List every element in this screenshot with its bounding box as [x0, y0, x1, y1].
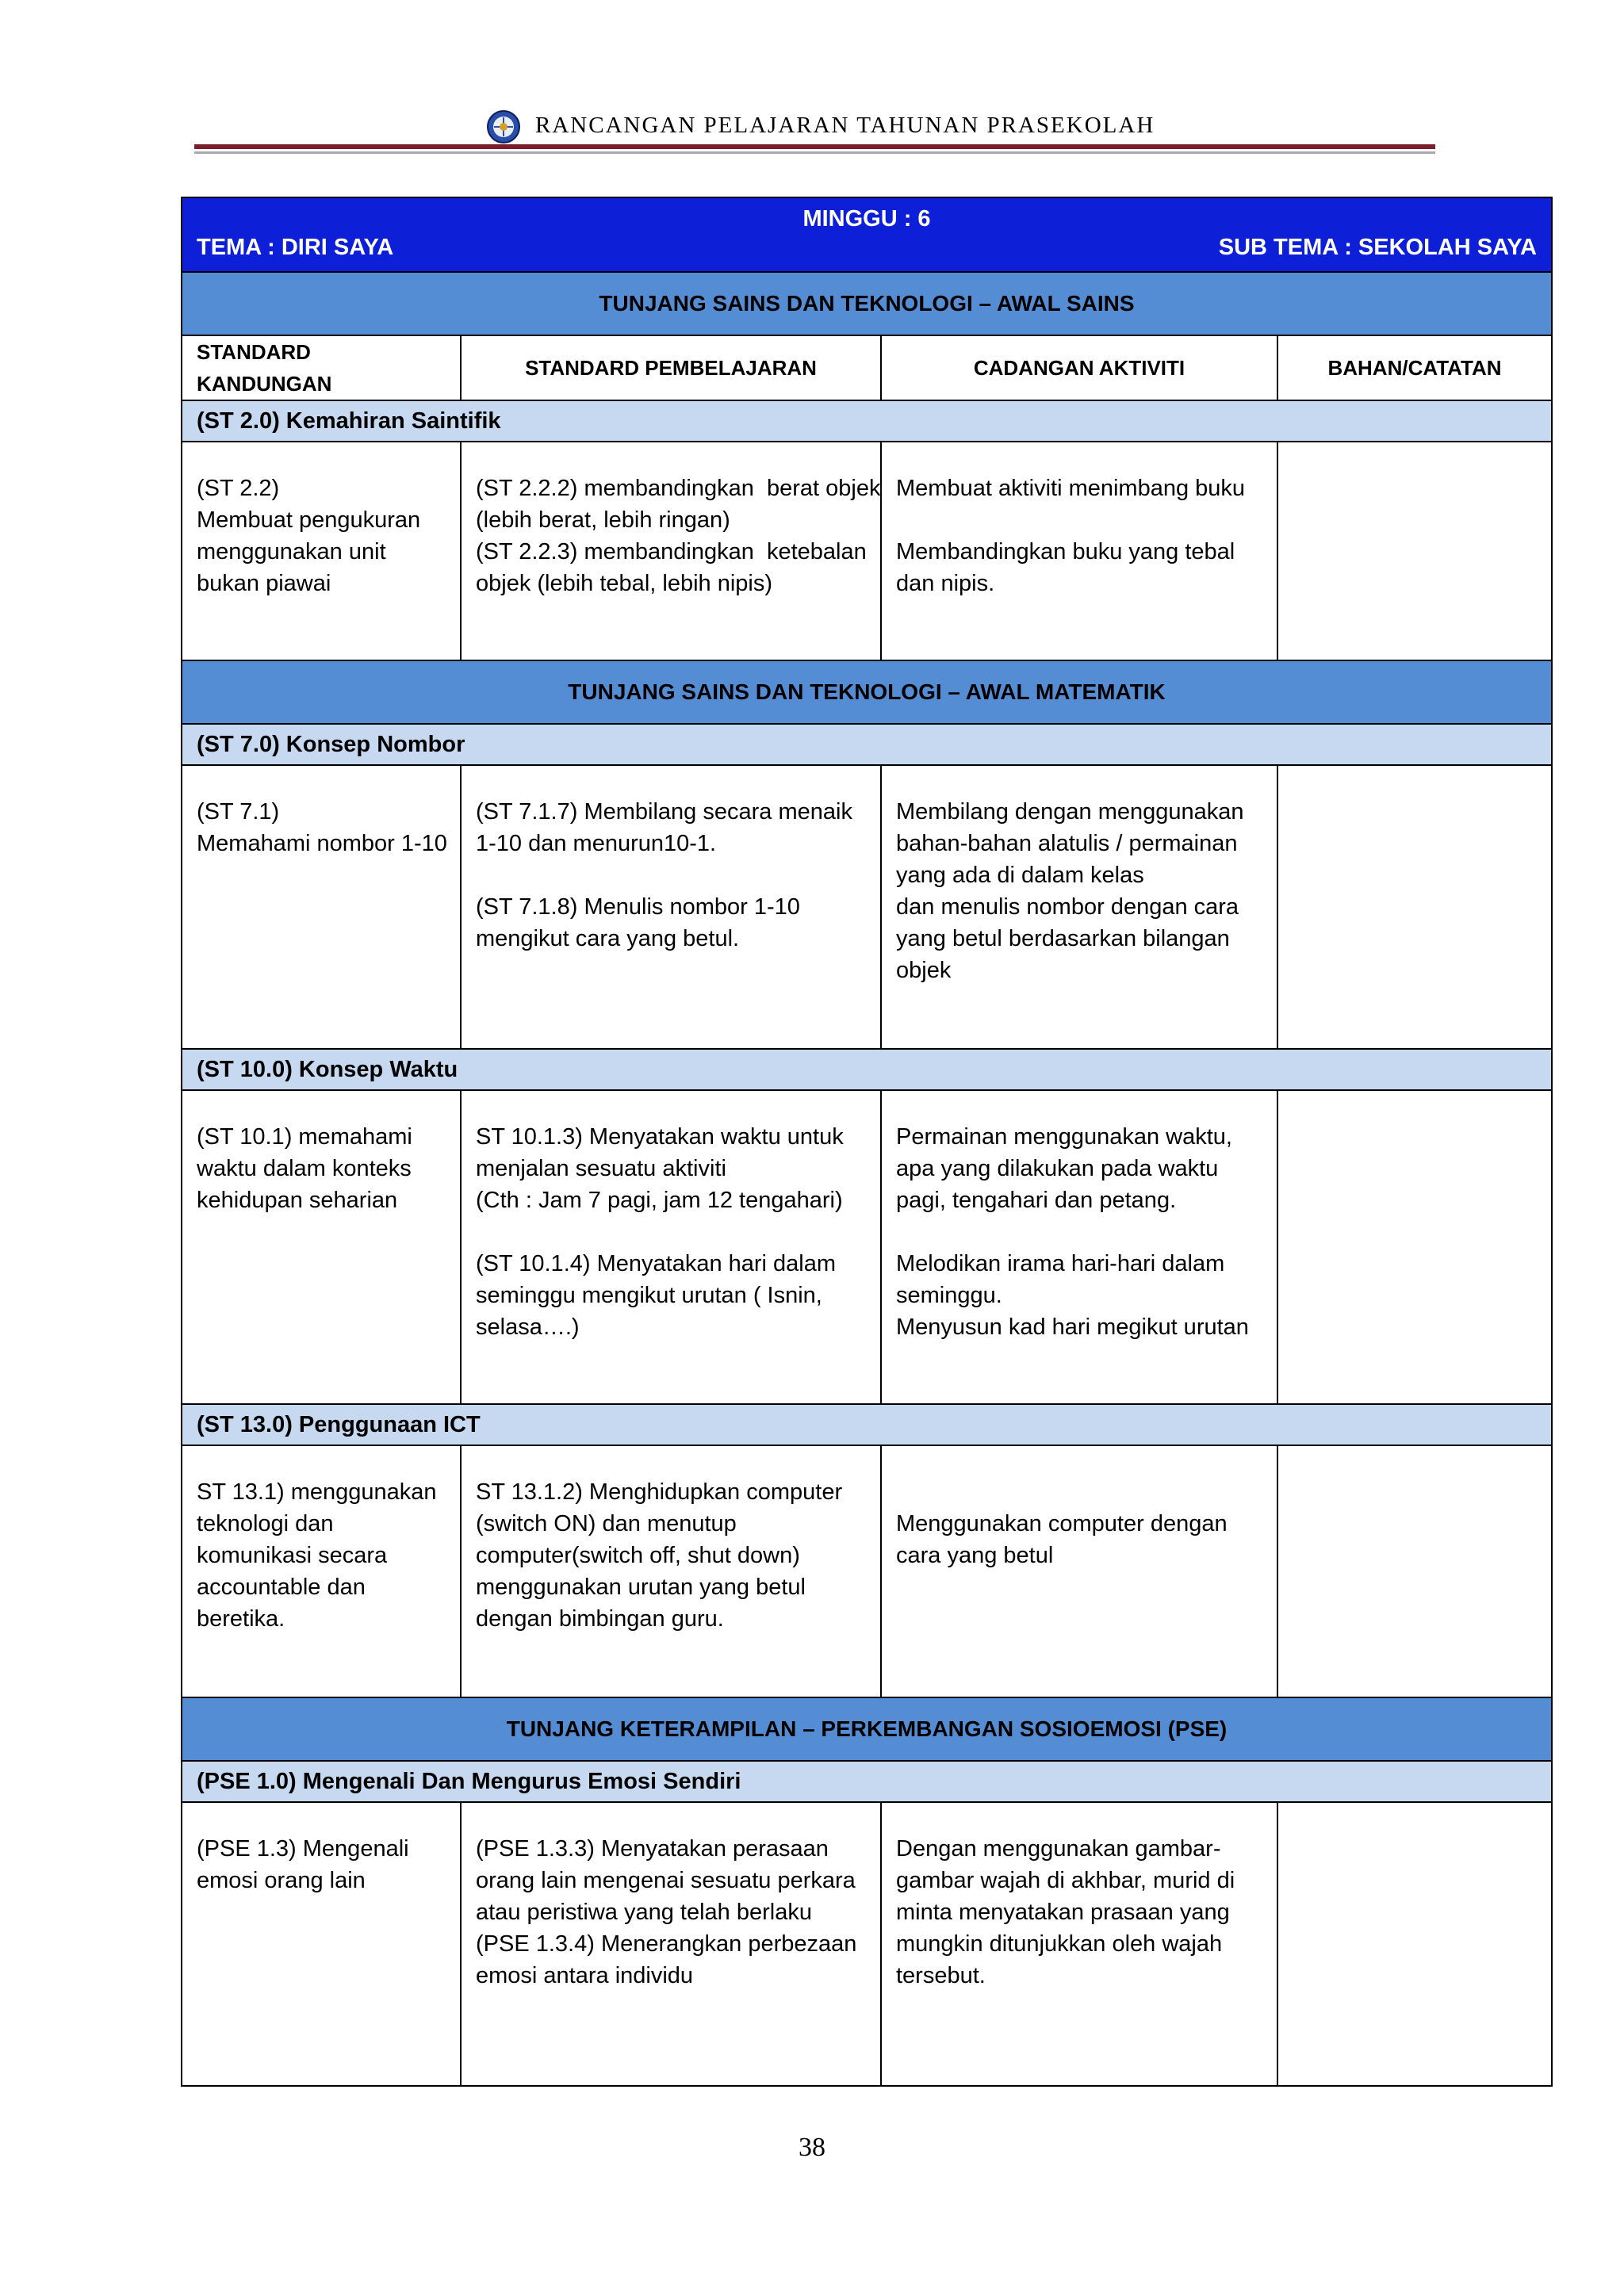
column-header: BAHAN/CATATAN [1277, 335, 1552, 400]
bahan-catatan-cell [1277, 1090, 1552, 1404]
cadangan-aktiviti-cell [881, 765, 1277, 1049]
cell-line: (ST 10.1.4) Menyatakan hari dalam [476, 1251, 837, 1276]
cell-line: Membuat pengukuran [197, 507, 421, 533]
cadangan-aktiviti-cell [881, 1090, 1277, 1404]
cell-line: yang ada di dalam kelas [896, 863, 1144, 888]
standard-subhead: (ST 13.0) Penggunaan ICT [182, 1404, 1552, 1445]
cell-line: Membilang dengan menggunakan [896, 799, 1244, 825]
cell-line: objek (lebih tebal, lebih nipis) [476, 571, 772, 596]
week-number: MINGGU : 6 [802, 206, 931, 232]
cell-line: ST 13.1.2) Menghidupkan computer [476, 1479, 843, 1505]
content-row [182, 442, 1552, 660]
column-header: CADANGAN AKTIVITI [881, 335, 1277, 400]
subhead-row [182, 1404, 1552, 1445]
cell-line: apa yang dilakukan pada waktu [896, 1156, 1219, 1181]
cell-line: (ST 7.1.8) Menulis nombor 1-10 [476, 894, 800, 920]
content-row [182, 765, 1552, 1049]
column-header-row [182, 335, 1552, 400]
cell-line: seminggu mengikut urutan ( Isnin, [476, 1283, 822, 1308]
week-header-row [182, 197, 1552, 272]
page-header [194, 109, 1435, 157]
section-title: TUNJANG SAINS DAN TEKNOLOGI – AWAL MATEMATIK [182, 660, 1552, 724]
cell-line: (lebih berat, lebih ringan) [476, 507, 730, 533]
cell-line: Menggunakan computer dengan [896, 1511, 1228, 1536]
section-row-awal-matematik [182, 660, 1552, 724]
cell-line: waktu dalam konteks [197, 1156, 412, 1181]
section-row-sosioemosi [182, 1697, 1552, 1761]
standard-pembelajaran-cell [461, 1090, 881, 1404]
bahan-catatan-cell [1277, 1445, 1552, 1697]
standard-subhead: (ST 10.0) Konsep Waktu [182, 1049, 1552, 1090]
standard-kandungan-cell [182, 1802, 461, 2086]
column-header: STANDARD KANDUNGAN [182, 335, 461, 400]
cell-line: Membuat aktiviti menimbang buku [896, 476, 1246, 501]
theme-label: TEMA : DIRI SAYA [197, 235, 394, 260]
standard-kandungan-cell [182, 442, 461, 660]
subtheme-label: SUB TEMA : SEKOLAH SAYA [1218, 235, 1537, 260]
cell-line: cara yang betul [896, 1543, 1054, 1568]
cell-line: computer(switch off, shut down) [476, 1543, 800, 1568]
standard-pembelajaran-cell [461, 1445, 881, 1697]
cell-line: Dengan menggunakan gambar- [896, 1836, 1221, 1862]
cell-line: menggunakan urutan yang betul [476, 1575, 806, 1600]
section-title: TUNJANG KETERAMPILAN – PERKEMBANGAN SOSIOEMOSI (PSE) [182, 1697, 1552, 1761]
cell-line: menjalan sesuatu aktiviti [476, 1156, 726, 1181]
subhead-row [182, 724, 1552, 765]
cell-line: orang lain mengenai sesuatu perkara [476, 1868, 856, 1893]
bahan-catatan-cell [1277, 1802, 1552, 2086]
cadangan-aktiviti-cell [881, 1802, 1277, 2086]
cell-line: (ST 2.2.2) membandingkan berat objek [476, 476, 881, 501]
cell-line: ST 13.1) menggunakan [197, 1479, 437, 1505]
cell-line: accountable dan [197, 1575, 366, 1600]
section-row-awal-sains [182, 272, 1552, 335]
cell-line: bahan-bahan alatulis / permainan [896, 831, 1238, 856]
column-header: STANDARD PEMBELAJARAN [461, 335, 881, 400]
cell-line: teknologi dan [197, 1511, 334, 1536]
cell-line [896, 1476, 1262, 1508]
cell-line: (Cth : Jam 7 pagi, jam 12 tengahari) [476, 1188, 843, 1213]
cell-line: (ST 7.1.7) Membilang secara menaik [476, 799, 852, 825]
cell-line: Permainan menggunakan waktu, [896, 1124, 1232, 1150]
cell-line: ST 10.1.3) Menyatakan waktu untuk [476, 1124, 844, 1150]
cell-line [896, 1216, 1262, 1248]
cell-line: seminggu. [896, 1283, 1002, 1308]
cadangan-aktiviti-cell [881, 442, 1277, 660]
cell-line: (ST 2.2) [197, 476, 280, 501]
week-header-cell [182, 197, 1552, 272]
standard-kandungan-cell [182, 765, 461, 1049]
standard-subhead: (ST 2.0) Kemahiran Saintifik [182, 400, 1552, 442]
cell-line: (PSE 1.3.4) Menerangkan perbezaan [476, 1931, 857, 1957]
bahan-catatan-cell [1277, 765, 1552, 1049]
subhead-row [182, 400, 1552, 442]
cell-line [476, 1216, 866, 1248]
content-row [182, 1090, 1552, 1404]
cell-line: Membandingkan buku yang tebal [896, 539, 1235, 564]
cell-line: 1-10 dan menurun10-1. [476, 831, 717, 856]
cell-line: selasa….) [476, 1314, 580, 1340]
cell-line: (switch ON) dan menutup [476, 1511, 737, 1536]
standard-pembelajaran-cell [461, 442, 881, 660]
header-title: RANCANGAN PELAJARAN TAHUNAN PRASEKOLAH [535, 113, 1155, 138]
cell-line: atau peristiwa yang telah berlaku [476, 1900, 812, 1925]
standard-pembelajaran-cell [461, 1802, 881, 2086]
cell-line: Menyusun kad hari megikut urutan [896, 1314, 1249, 1340]
cell-line: menggunakan unit [197, 539, 386, 564]
cell-line: mengikut cara yang betul. [476, 926, 740, 951]
cell-line: (ST 2.2.3) membandingkan ketebalan [476, 539, 867, 564]
cell-line: minta menyatakan prasaan yang [896, 1900, 1230, 1925]
cell-line: (PSE 1.3.3) Menyatakan perasaan [476, 1836, 829, 1862]
header-rule-grey [194, 151, 1435, 154]
cell-line: komunikasi secara [197, 1543, 388, 1568]
standard-pembelajaran-cell [461, 765, 881, 1049]
lesson-plan-table [181, 197, 1553, 2087]
content-row [182, 1802, 1552, 2086]
cell-line: dan nipis. [896, 571, 995, 596]
cell-line [476, 859, 866, 891]
section-title: TUNJANG SAINS DAN TEKNOLOGI – AWAL SAINS [182, 272, 1552, 335]
cell-line: mungkin ditunjukkan oleh wajah [896, 1931, 1223, 1957]
cell-line: dengan bimbingan guru. [476, 1606, 724, 1632]
standard-kandungan-cell [182, 1090, 461, 1404]
cadangan-aktiviti-cell [881, 1445, 1277, 1697]
cell-line: Memahami nombor 1-10 [197, 831, 447, 856]
cell-line: kehidupan seharian [197, 1188, 398, 1213]
cell-line: yang betul berdasarkan bilangan [896, 926, 1230, 951]
standard-subhead: (ST 7.0) Konsep Nombor [182, 724, 1552, 765]
school-logo-icon [486, 109, 521, 144]
subhead-row [182, 1761, 1552, 1802]
cell-line: objek [896, 958, 952, 983]
subhead-row [182, 1049, 1552, 1090]
cell-line: (ST 7.1) [197, 799, 280, 825]
cell-line: (PSE 1.3) Mengenali [197, 1836, 409, 1862]
cell-line: tersebut. [896, 1963, 986, 1988]
cell-line [896, 504, 1262, 536]
cell-line: bukan piawai [197, 571, 331, 596]
content-row [182, 1445, 1552, 1697]
cell-line: pagi, tengahari dan petang. [896, 1188, 1177, 1213]
page-number: 38 [799, 2133, 825, 2162]
bahan-catatan-cell [1277, 442, 1552, 660]
cell-line: beretika. [197, 1606, 285, 1632]
header-rule-maroon [194, 144, 1435, 149]
cell-line: emosi antara individu [476, 1963, 694, 1988]
cell-line: emosi orang lain [197, 1868, 366, 1893]
cell-line: dan menulis nombor dengan cara [896, 894, 1239, 920]
cell-line: gambar wajah di akhbar, murid di [896, 1868, 1235, 1893]
standard-subhead: (PSE 1.0) Mengenali Dan Mengurus Emosi Sendiri [182, 1761, 1552, 1802]
cell-line: (ST 10.1) memahami [197, 1124, 412, 1150]
cell-line: Melodikan irama hari-hari dalam [896, 1251, 1225, 1276]
standard-kandungan-cell [182, 1445, 461, 1697]
